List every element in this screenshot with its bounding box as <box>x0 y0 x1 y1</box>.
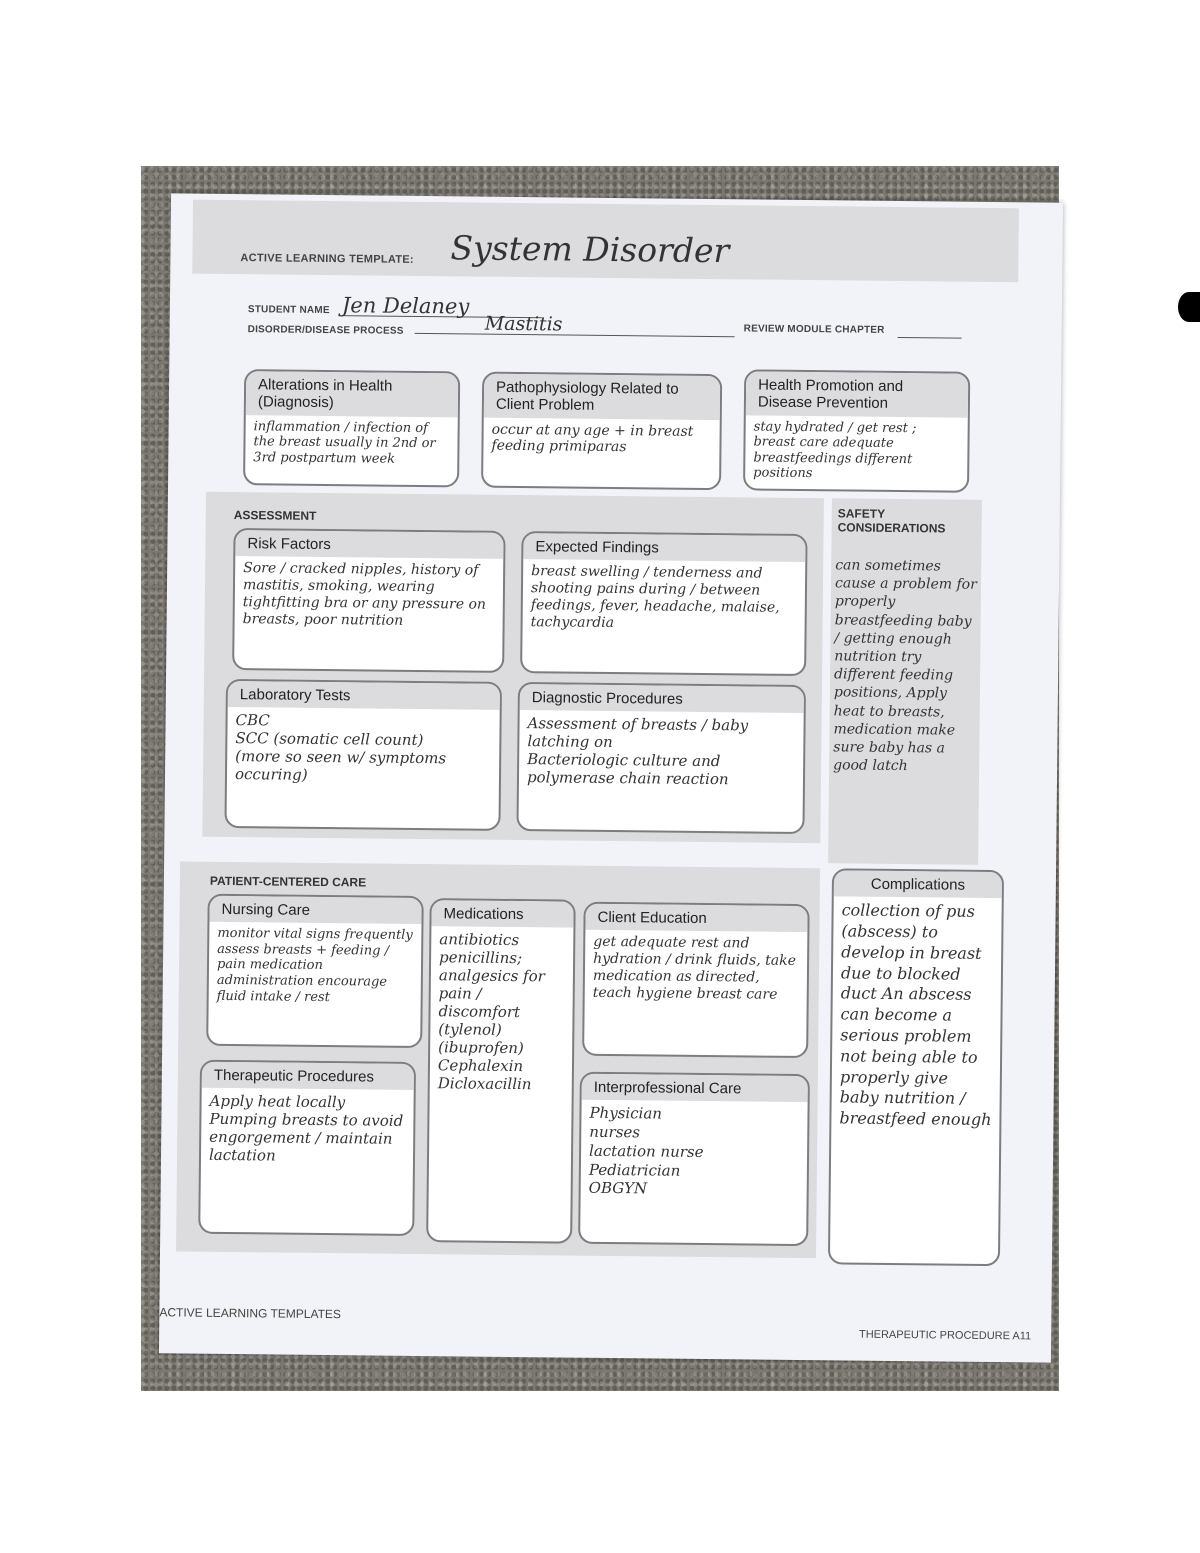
lab-tests-box <box>224 679 502 831</box>
pathophysiology-box <box>481 372 722 491</box>
alterations-title: Alterations in Health (Diagnosis) <box>246 371 458 417</box>
template-title: System Disorder <box>450 228 730 271</box>
client-education-text: get adequate rest and hydration / drink fluids, take medication as directed, teach hygiene breast care <box>592 934 796 1003</box>
diagnostic-title: Diagnostic Procedures <box>520 684 804 713</box>
disorder-line <box>415 312 735 337</box>
client-education-title: Client Education <box>585 904 807 933</box>
medications-box <box>426 898 576 1244</box>
black-mark <box>1178 292 1200 322</box>
footer-left: ACTIVE LEARNING TEMPLATES <box>159 1305 342 1322</box>
lab-tests-text: CBC SCC (somatic cell count) (more so seen w/ symptoms occuring) <box>234 711 447 785</box>
disorder-label: DISORDER/DISEASE PROCESS <box>247 324 404 337</box>
review-module-line <box>898 323 962 339</box>
health-promotion-text: stay hydrated / get rest ; breast care adequate breastfeedings different positions <box>753 418 917 482</box>
medications-title: Medications <box>431 900 573 928</box>
therapeutic-procedures-title: Therapeutic Procedures <box>202 1062 414 1090</box>
medications-text: antibiotics penicillins; analgesics for pain / discomfort (tylenol) (ibuprofen) Cephalexin Dicloxacillin <box>437 930 545 1094</box>
risk-factors-title: Risk Factors <box>235 530 503 559</box>
complications-title: Complications <box>834 870 1002 898</box>
therapeutic-procedures-text: Apply heat locally Pumping breasts to avoid engorgement / maintain lactation <box>208 1092 404 1165</box>
complications-box <box>828 868 1004 1266</box>
interprofessional-care-box <box>578 1072 810 1246</box>
template-label: ACTIVE LEARNING TEMPLATE: <box>240 252 414 266</box>
expected-findings-title: Expected Findings <box>523 533 805 562</box>
alterations-box <box>243 369 460 487</box>
nursing-care-title: Nursing Care <box>209 896 421 924</box>
pathophysiology-title: Pathophysiology Related to Client Problem <box>484 374 720 420</box>
student-name-label: STUDENT NAME <box>247 304 330 317</box>
student-name-value: Jen Delaney <box>341 293 470 319</box>
therapeutic-procedures-box <box>198 1060 416 1236</box>
safety-text: can sometimes cause a problem for properly breastfeeding baby / getting enough nutrition try different feeding positions, Apply heat to breasts, medication make sure baby has a good latch <box>833 557 977 775</box>
diagnostic-box <box>516 682 806 834</box>
pathophysiology-text: occur at any age + in breast feeding primiparas <box>491 421 694 456</box>
assessment-label: ASSESSMENT <box>233 508 317 523</box>
health-promotion-box <box>743 369 970 492</box>
expected-findings-box <box>520 531 807 676</box>
safety-label: SAFETY CONSIDERATIONS <box>837 506 946 536</box>
interprofessional-care-text: Physician nurses lactation nurse Pediatrician OBGYN <box>588 1104 704 1198</box>
footer-right: THERAPEUTIC PROCEDURE A11 <box>858 1328 1032 1343</box>
complications-text: collection of pus (abscess) to develop in breast due to blocked duct An abscess can become a serious problem not being able to properly give baby nutrition / breastfeed enough <box>839 900 992 1130</box>
review-module-label: REVIEW MODULE CHAPTER <box>743 323 885 336</box>
disorder-value: Mastitis <box>484 312 563 336</box>
nursing-care-text: monitor vital signs frequently assess breasts + feeding / pain medication administration encourage fluid intake / rest <box>216 926 413 1005</box>
nursing-care-box <box>206 894 424 1048</box>
diagnostic-text: Assessment of breasts / baby latching on Bacteriologic culture and polymerase chain reaction <box>526 714 749 789</box>
health-promotion-title: Health Promotion and Disease Prevention <box>746 371 968 417</box>
expected-findings-text: breast swelling / tenderness and shooting pains during / between feedings, fever, headache, malaise, tachycardia <box>530 563 780 631</box>
client-education-box <box>582 902 810 1058</box>
alterations-text: inflammation / infection of the breast usually in 2nd or 3rd postpartum week <box>253 418 436 467</box>
worksheet-page <box>159 193 1063 1362</box>
patient-care-label: PATIENT-CENTERED CARE <box>209 873 367 890</box>
risk-factors-box <box>232 528 505 673</box>
lab-tests-title: Laboratory Tests <box>228 681 500 710</box>
risk-factors-text: Sore / cracked nipples, history of mastitis, smoking, wearing tightfitting bra or any pressure on breasts, poor nutrition <box>242 560 487 629</box>
interprofessional-care-title: Interprofessional Care <box>582 1074 808 1103</box>
